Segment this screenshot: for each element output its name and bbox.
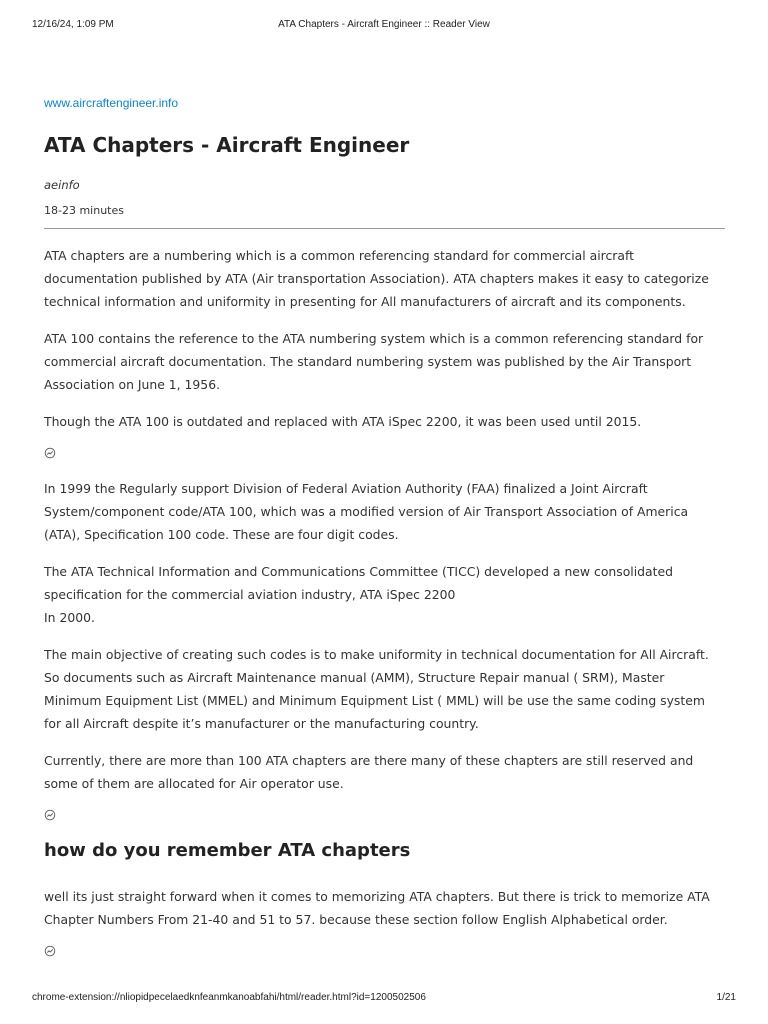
header-divider	[44, 228, 725, 229]
paragraph: Though the ATA 100 is outdated and replaced with ATA iSpec 2200, it was been used until 2015.	[44, 414, 642, 429]
source-domain-link[interactable]: www.aircraftengineer.info	[44, 96, 179, 110]
paragraph: Currently, there are more than 100 ATA chapters are there many of these chapters are still reserved and some of them are allocated for Air operator use.	[44, 753, 694, 791]
article-byline: aeinfo	[44, 178, 80, 192]
broken-image-icon	[44, 945, 56, 957]
broken-image-icon	[44, 809, 56, 821]
article-title: ATA Chapters - Aircraft Engineer	[44, 133, 410, 157]
broken-image-icon	[44, 447, 56, 459]
paragraph: well its just straight forward when it comes to memorizing ATA chapters. But there is trick to memorize ATA Chapter Numbers From 21-40 and 51 to 57. because these section follow English Alphabetical order.	[44, 889, 710, 927]
print-page-number: 1/21	[716, 992, 736, 1003]
paragraph: In 1999 the Regularly support Division of Federal Aviation Authority (FAA) finalized a Joint Aircraft System/component code/ATA 100, which was a modified version of Air Transport Association of America (ATA), Specification 100 code. These are four digit codes.	[44, 481, 689, 542]
paragraph: In 2000.	[44, 610, 95, 625]
article-content	[44, 244, 724, 957]
print-url: chrome-extension://nliopidpecelaedknfeanmkanoabfahi/html/reader.html?id=1200502506	[32, 992, 426, 1003]
paragraph: ATA chapters are a numbering which is a common referencing standard for commercial aircraft documentation published by ATA (Air transportation Association). ATA chapters makes it easy to categorize technical information and uniformity in presenting for All manufacturers of aircraft and its components.	[44, 248, 709, 309]
print-page-title: ATA Chapters - Aircraft Engineer :: Reader View	[278, 19, 490, 30]
reader-view	[44, 94, 724, 975]
print-datetime: 12/16/24, 1:09 PM	[32, 19, 114, 30]
section-heading: how do you remember ATA chapters	[44, 840, 411, 861]
paragraph: The main objective of creating such codes is to make uniformity in technical documentation for All Aircraft. So documents such as Aircraft Maintenance manual (AMM), Structure Repair manual ( SRM), Master Minimum Equipment List (MMEL) and Minimum Equipment List ( MML) will be use the same coding system for all Aircraft despite it’s manufacturer or the manufacturing country.	[44, 647, 709, 731]
print-footer	[32, 992, 736, 1006]
print-header	[32, 19, 736, 33]
paragraph: The ATA Technical Information and Communications Committee (TICC) developed a new consolidated specification for the commercial aviation industry, ATA iSpec 2200	[44, 564, 673, 602]
paragraph: ATA 100 contains the reference to the ATA numbering system which is a common referencing standard for commercial aircraft documentation. The standard numbering system was published by the Air Transport Association on June 1, 1956.	[44, 331, 704, 392]
reading-time: 18-23 minutes	[44, 204, 124, 217]
